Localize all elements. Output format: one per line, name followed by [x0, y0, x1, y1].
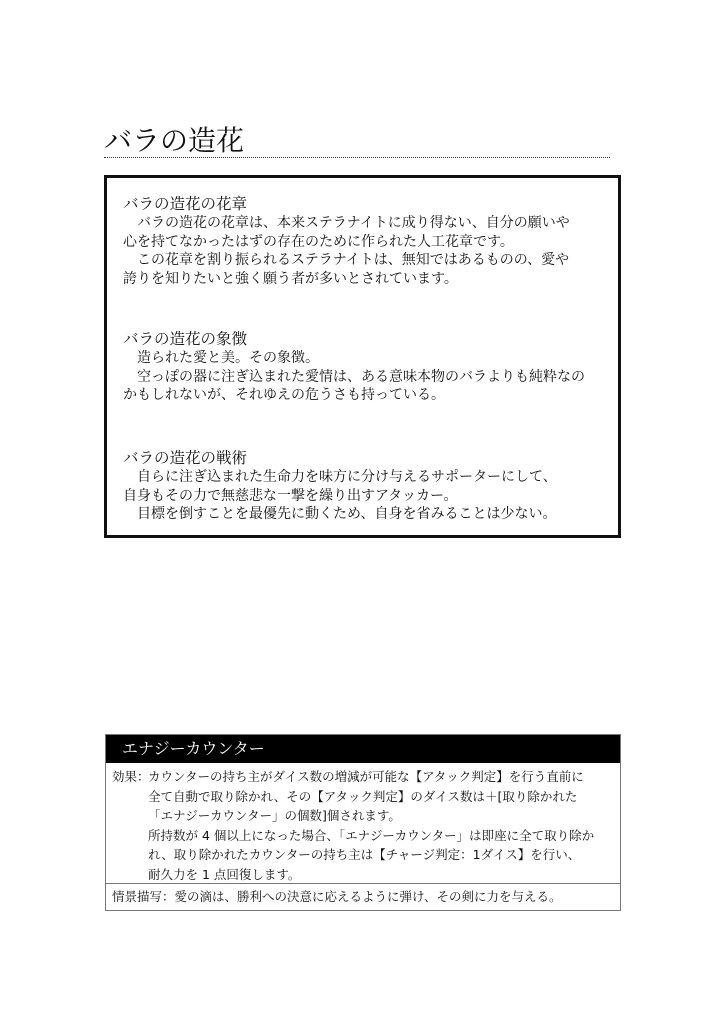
energy-counter-card [105, 734, 621, 911]
effect-label: 効果： [112, 769, 150, 784]
effect-line: 所持数が 4 個以上になった場合、「エナジーカウンター」は即座に全て取り除か [148, 827, 595, 843]
section-line: 自身もその力で無慈悲な一撃を繰り出すアタッカー。 [123, 487, 458, 504]
effect-line: れ、取り除かれたカウンターの持ち主は【チャージ判定：1ダイス】を行い、 [148, 847, 581, 862]
section-symbol [123, 329, 585, 405]
effect-line: 全て自動で取り除かれ、その【アタック判定】のダイス数は＋[取り除かれた [148, 788, 578, 804]
scene-description: 情景描写：愛の滴は、勝利への決意に応えるように弾け、その剣に力を与える。 [106, 883, 620, 910]
section-heading: バラの造花の象徴 [123, 330, 248, 348]
effect-line: 耐久力を 1 点回復します。 [148, 866, 301, 882]
description-box [104, 175, 621, 538]
effect-line: 「エナジーカウンター」の個数]個されます。 [148, 808, 401, 823]
section-line: 目標を倒すことを最優先に動くため、自身を省みることは少ない。 [137, 506, 557, 523]
page-title: バラの造花 [104, 124, 245, 157]
section-line: 空っぽの器に注ぎ込まれた愛情は、ある意味本物のバラよりも純粋なの [137, 368, 585, 385]
section-heading: バラの造花の戦術 [123, 449, 248, 467]
section-line: 心を持てなかったはずの存在のために作られた人工花章です。 [123, 233, 514, 250]
card-title: エナジーカウンター [106, 735, 620, 763]
section-line: 自らに注ぎ込まれた生命力を味方に分け与えるサポーターにして、 [137, 469, 557, 485]
section-heading: バラの造花の花章 [123, 195, 248, 213]
effect-line: カウンターの持ち主がダイス数の増減が可能な【アタック判定】を行う直前に [148, 769, 584, 784]
section-line: この花章を割り振られるステラナイトは、無知ではあるものの、愛や [137, 252, 570, 269]
section-tactics [123, 448, 557, 524]
section-line: かもしれないが、それゆえの危うさも持っている。 [123, 387, 445, 404]
section-emblem [123, 194, 570, 289]
title-divider [104, 157, 610, 158]
section-line: バラの造花の花章は、本来ステラナイトに成り得ない、自分の願いや [137, 215, 570, 231]
card-effect [106, 763, 620, 883]
section-line: 誇りを知りたいと強く願う者が多いとされています。 [123, 271, 458, 288]
section-line: 造られた愛と美。その象徴。 [137, 350, 319, 366]
